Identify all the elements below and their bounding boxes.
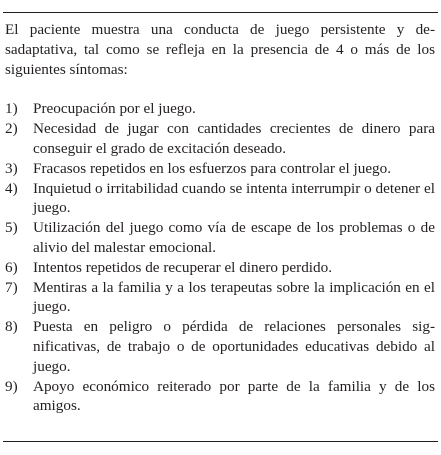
item-number: 9) [5, 377, 18, 395]
list-item [5, 179, 435, 219]
item-number: 2) [5, 120, 18, 138]
item-number: 6) [5, 258, 18, 276]
item-text: Mentiras a la familia y a los terapeutas sobre la implicación en el juego. [33, 278, 435, 316]
list-item [5, 159, 435, 179]
item-text: Preocupación por el juego. [33, 100, 196, 118]
criteria-list [5, 99, 435, 416]
intro-paragraph: El paciente muestra una conducta de juego persistente y desadaptativa, tal como se refleja en la presencia de 4 o más de los siguientes síntomas: [5, 21, 435, 78]
top-rule [3, 12, 438, 13]
list-item [5, 99, 435, 119]
bottom-rule [3, 441, 438, 442]
item-number: 5) [5, 219, 18, 237]
list-item [5, 278, 435, 318]
item-number: 4) [5, 179, 18, 197]
item-number: 3) [5, 159, 18, 177]
item-number: 8) [5, 318, 18, 336]
list-item [5, 258, 435, 278]
item-text: Utilización del juego como vía de escape de los problemas o de alivio del malestar emocional. [33, 219, 435, 256]
item-text: Puesta en peligro o pérdida de relaciones personales significativas, de trabajo o de oportunidades educativas debido al juego. [33, 318, 435, 375]
item-text: Apoyo económico reiterado por parte de la familia y de los amigos. [33, 377, 435, 415]
criteria-box [5, 20, 435, 416]
item-number: 7) [5, 278, 18, 296]
item-number: 1) [5, 100, 18, 118]
item-text: Inquietud o irritabilidad cuando se intenta interrumpir o detener el juego. [33, 179, 435, 217]
item-text: Fracasos repetidos en los esfuerzos para controlar el juego. [33, 159, 392, 177]
list-item [5, 218, 435, 258]
list-item [5, 317, 435, 376]
list-item [5, 377, 435, 417]
list-item [5, 119, 435, 159]
item-text: Necesidad de jugar con cantidades crecientes de dinero para conseguir el grado de excitación deseado. [33, 120, 435, 157]
item-text: Intentos repetidos de recuperar el dinero perdido. [33, 258, 332, 276]
